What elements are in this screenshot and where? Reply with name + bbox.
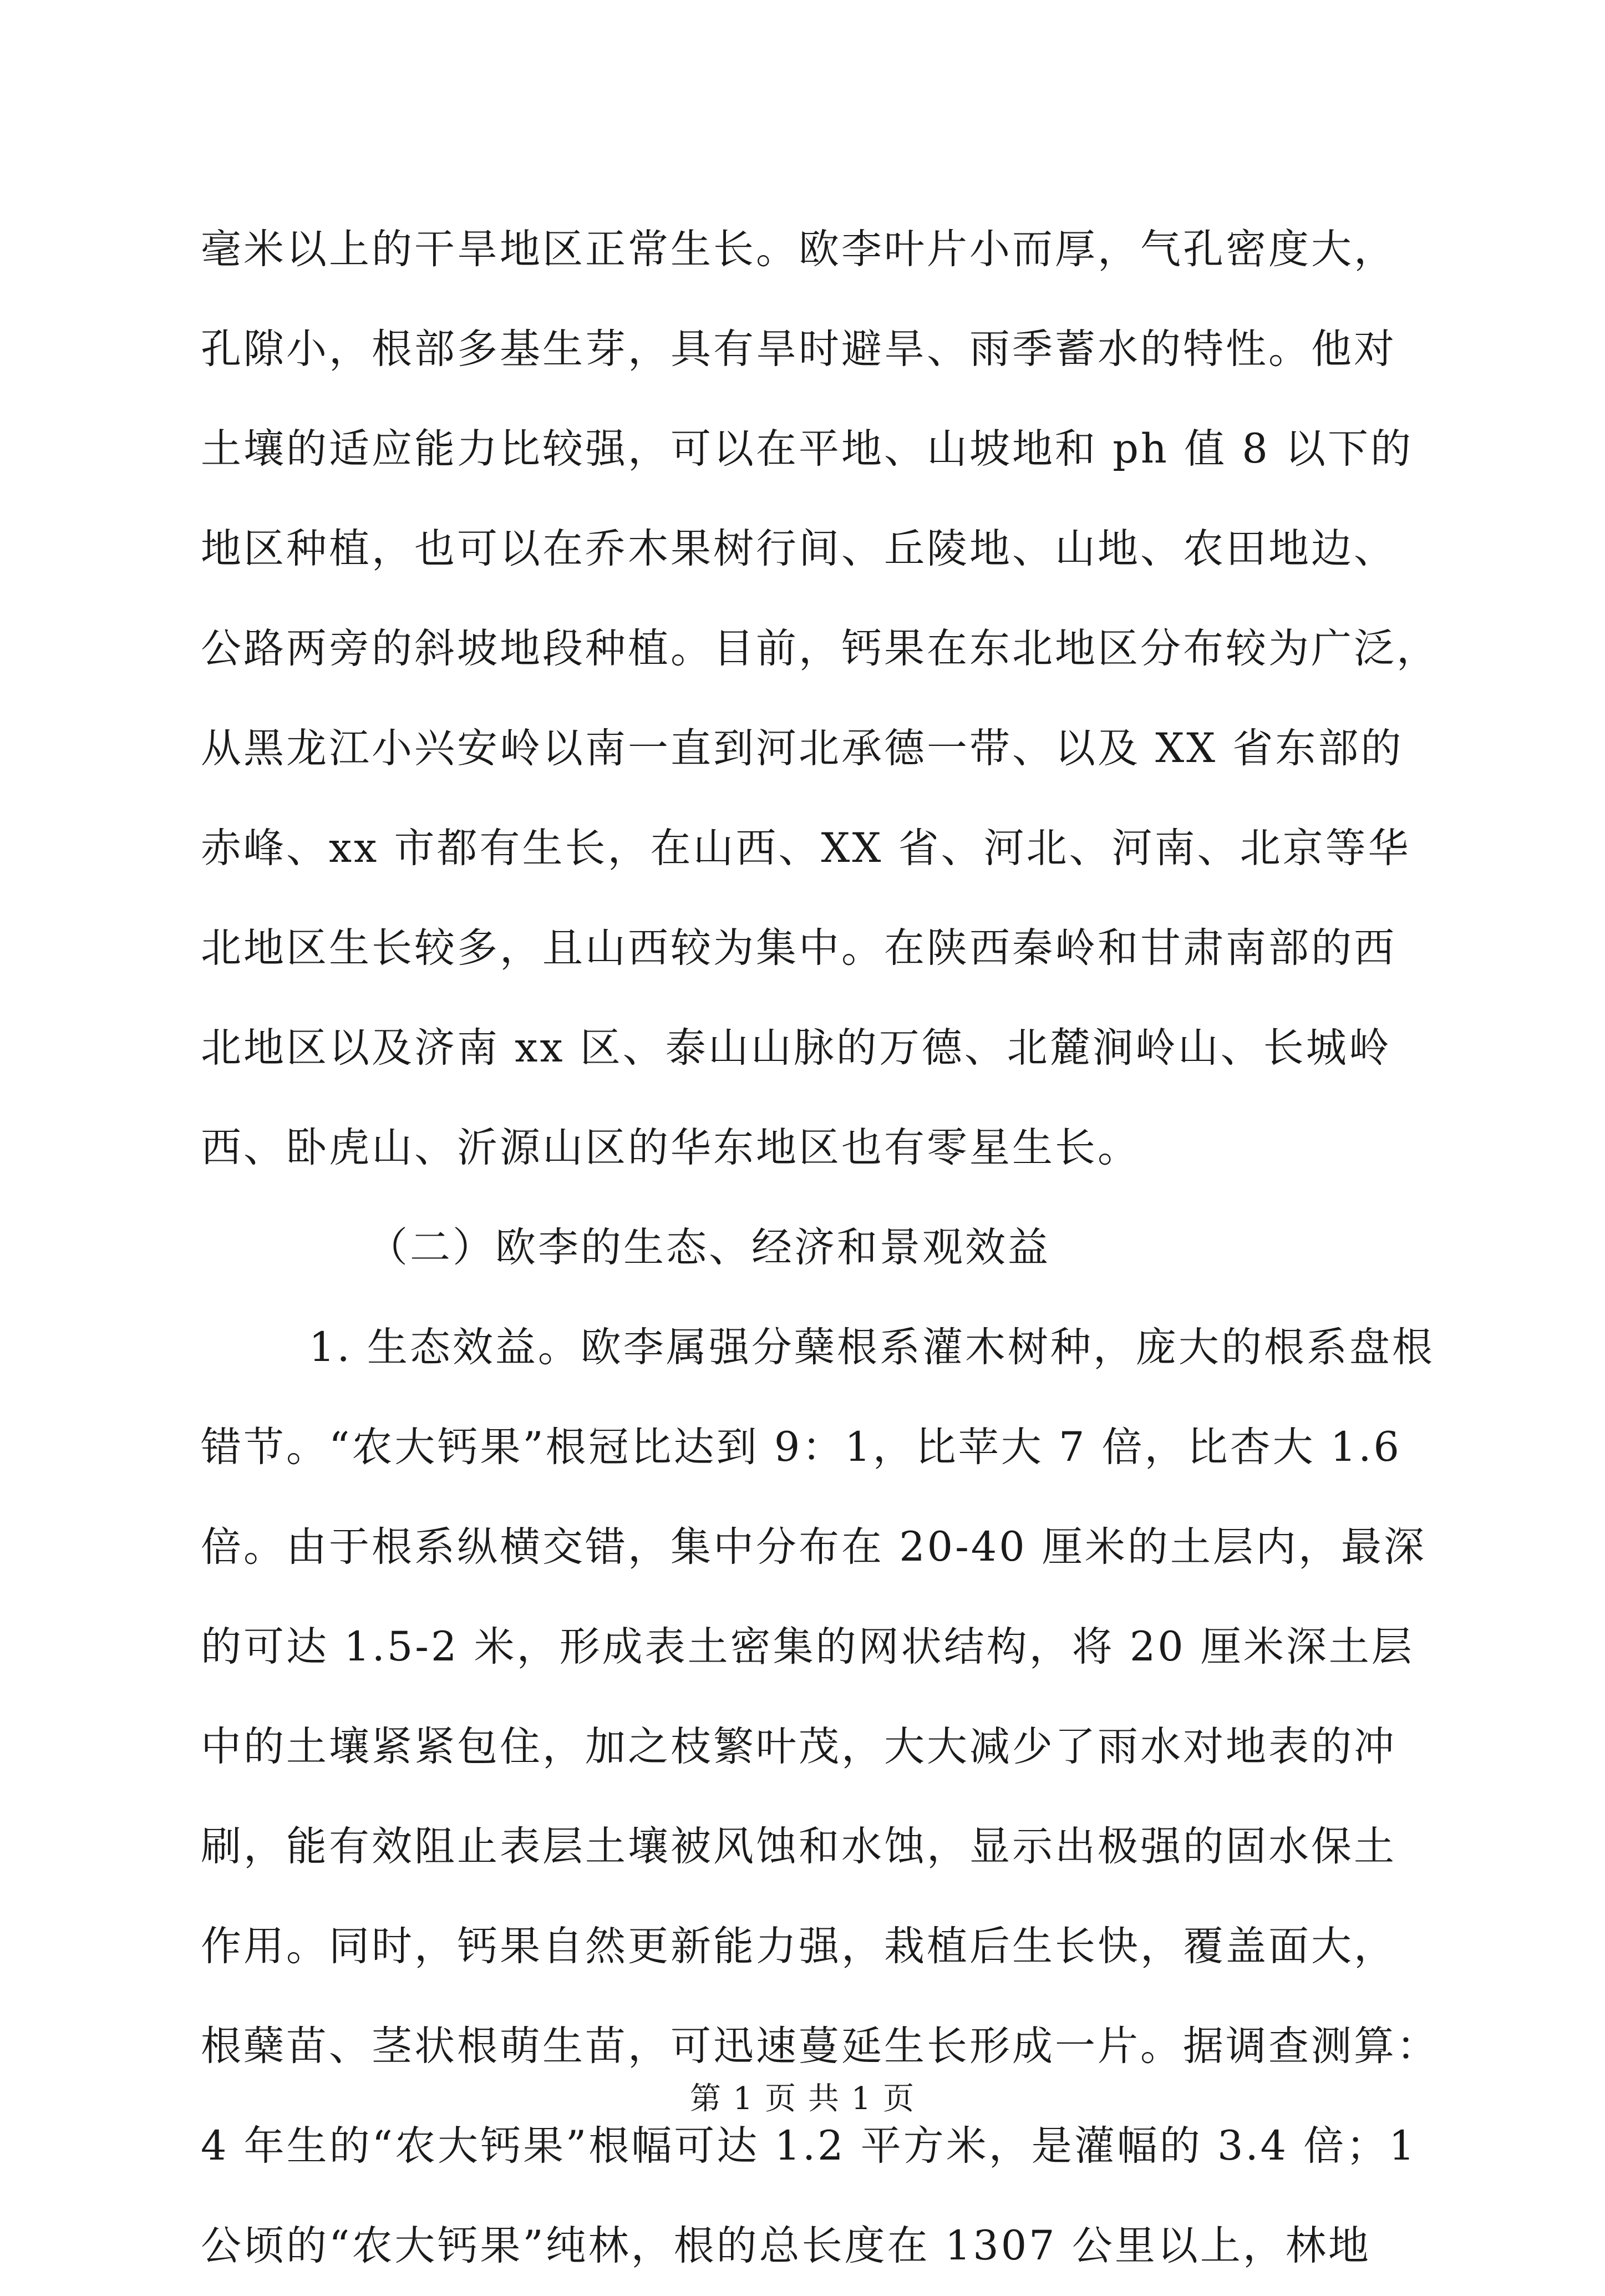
text-line: 错节。“农大钙果”根冠比达到 9：1，比苹大 7 倍，比杏大 1.6 (201, 1424, 1401, 1471)
text-line: 公路两旁的斜坡地段种植。目前，钙果在东北地区分布较为广泛， (201, 625, 1439, 672)
text-line: 毫米以上的干旱地区正常生长。欧李叶片小而厚，气孔密度大， (201, 226, 1396, 273)
text-line: 孔隙小，根部多基生芽，具有旱时避旱、雨季蓄水的特性。他对 (201, 326, 1396, 373)
page-footer: 第 1 页 共 1 页 (689, 2081, 916, 2117)
text-line: 地区种植，也可以在乔木果树行间、丘陵地、山地、农田地边、 (201, 525, 1396, 572)
text-line: 1. 生态效益。欧李属强分蘖根系灌木树种，庞大的根系盘根 (309, 1324, 1435, 1371)
section-heading: （二）欧李的生态、经济和景观效益 (367, 1224, 1050, 1271)
text-line: 倍。由于根系纵横交错，集中分布在 20-40 厘米的土层内，最深 (201, 1523, 1426, 1571)
text-line: 从黑龙江小兴安岭以南一直到河北承德一带、以及 XX 省东部的 (201, 725, 1404, 772)
text-line: 中的土壤紧紧包住，加之枝繁叶茂，大大减少了雨水对地表的冲 (201, 1723, 1396, 1770)
text-line: 北地区以及济南 xx 区、泰山山脉的万德、北麓涧岭山、长城岭 (201, 1024, 1391, 1071)
text-line: 公顷的“农大钙果”纯林，根的总长度在 1307 公里以上，林地 (201, 2222, 1371, 2269)
text-line: 土壤的适应能力比较强，可以在平地、山坡地和 ph 值 8 以下的 (201, 425, 1414, 473)
text-line: 的可达 1.5-2 米，形成表土密集的网状结构，将 20 厘米深土层 (201, 1623, 1414, 1670)
text-line: 西、卧虎山、沂源山区的华东地区也有零星生长。 (201, 1124, 1140, 1171)
text-line: 作用。同时，钙果自然更新能力强，栽植后生长快，覆盖面大， (201, 1923, 1396, 1970)
body-text (201, 200, 1439, 2296)
text-line: 根蘖苗、茎状根萌生苗，可迅速蔓延生长形成一片。据调查测算： (201, 2023, 1439, 2070)
text-line: 赤峰、xx 市都有生长，在山西、XX 省、河北、河南、北京等华 (201, 825, 1411, 872)
text-line: 北地区生长较多，且山西较为集中。在陕西秦岭和甘肃南部的西 (201, 925, 1396, 972)
text-line: 刷，能有效阻止表层土壤被风蚀和水蚀，显示出极强的固水保土 (201, 1823, 1396, 1870)
text-line: 4 年生的“农大钙果”根幅可达 1.2 平方米，是灌幅的 3.4 倍；1 (201, 2122, 1417, 2170)
